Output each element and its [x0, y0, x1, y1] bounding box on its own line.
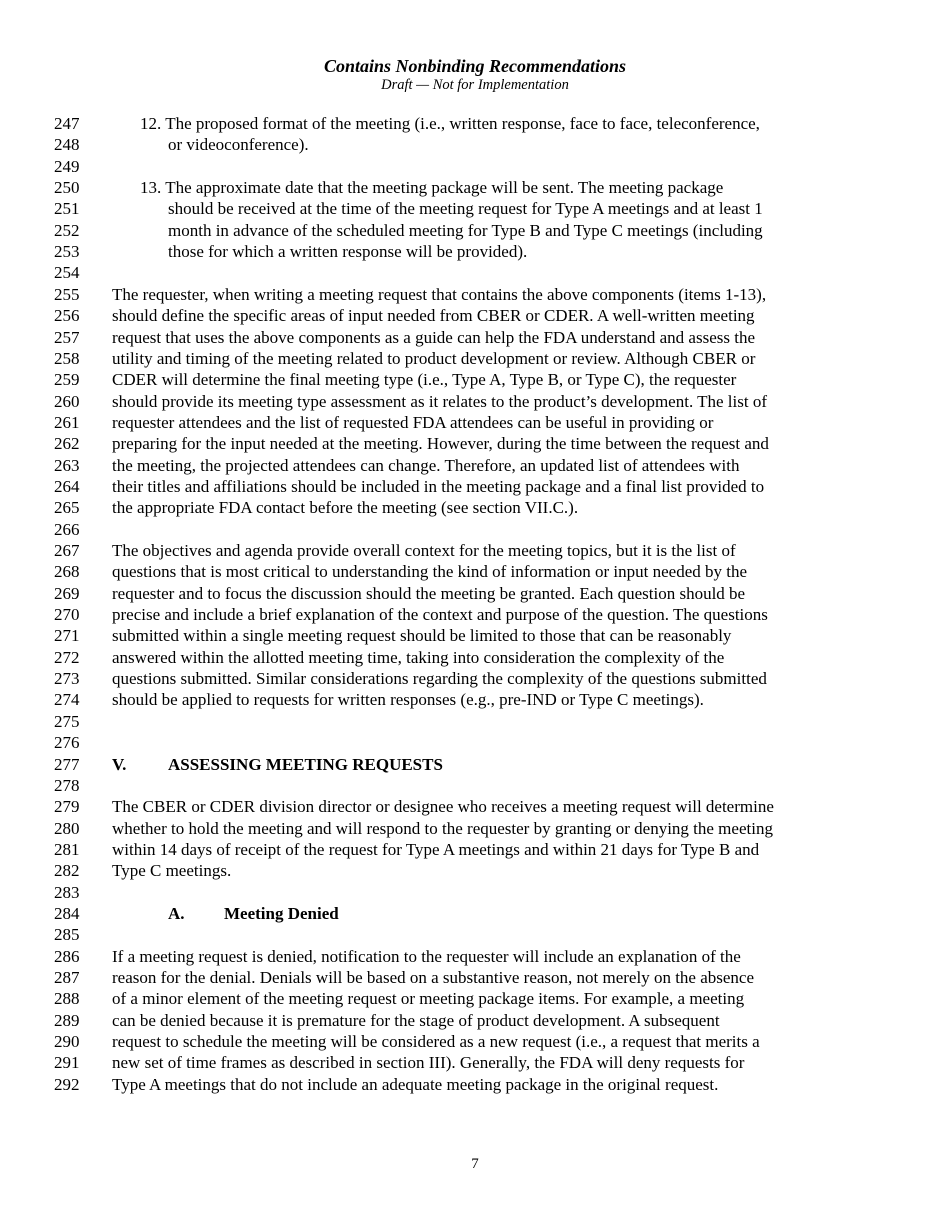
- line-number: 248: [54, 135, 80, 154]
- text-line: preparing for the input needed at the meeting. However, during the time between the request and: [112, 434, 769, 453]
- line-number: 268: [54, 562, 80, 581]
- list-item: 13. The approximate date that the meeting package will be sent. The meeting package: [140, 178, 724, 197]
- line-number: 256: [54, 306, 80, 325]
- line-number: 283: [54, 883, 80, 902]
- text-line: request to schedule the meeting will be considered as a new request (i.e., a request that merits a: [112, 1032, 760, 1051]
- line-number: 287: [54, 968, 80, 987]
- line-number: 276: [54, 733, 80, 752]
- line-number: 259: [54, 370, 80, 389]
- line-number: 285: [54, 925, 80, 944]
- line-number: 253: [54, 242, 80, 261]
- line-number: 264: [54, 477, 80, 496]
- line-number: 262: [54, 434, 80, 453]
- line-number: 275: [54, 712, 80, 731]
- line-number: 274: [54, 690, 80, 709]
- line-number: 281: [54, 840, 80, 859]
- line-number: 261: [54, 413, 80, 432]
- line-number: 249: [54, 157, 80, 176]
- line-number: 251: [54, 199, 80, 218]
- section-heading: Meeting Denied: [224, 904, 339, 923]
- line-number: 265: [54, 498, 80, 517]
- line-number: 247: [54, 114, 80, 133]
- text-line: answered within the allotted meeting time, taking into consideration the complexity of the: [112, 648, 725, 667]
- text-line: within 14 days of receipt of the request for Type A meetings and within 21 days for Type B and: [112, 840, 760, 859]
- section-number: V.: [112, 755, 127, 774]
- text-line: the meeting, the projected attendees can change. Therefore, an updated list of attendees with: [112, 456, 740, 475]
- text-line: whether to hold the meeting and will respond to the requester by granting or denying the meeting: [112, 819, 773, 838]
- text-line: submitted within a single meeting request should be limited to those that can be reasonably: [112, 626, 732, 645]
- line-number: 258: [54, 349, 80, 368]
- text-line: month in advance of the scheduled meeting for Type B and Type C meetings (including: [168, 221, 763, 240]
- page-header-title: Contains Nonbinding Recommendations: [323, 56, 627, 76]
- text-line: utility and timing of the meeting related to product development or review. Although CBER or: [112, 349, 756, 368]
- line-number: 271: [54, 626, 80, 645]
- line-number: 260: [54, 392, 80, 411]
- line-number: 263: [54, 456, 80, 475]
- text-line: request that uses the above components as a guide can help the FDA understand and assess the: [112, 328, 756, 347]
- line-number: 278: [54, 776, 80, 795]
- text-line: questions that is most critical to understanding the kind of information or input needed by the: [112, 562, 748, 581]
- line-number: 291: [54, 1053, 80, 1072]
- text-line: requester and to focus the discussion should the meeting be granted. Each question should be: [112, 584, 746, 603]
- text-line: new set of time frames as described in section III). Generally, the FDA will deny requests for: [112, 1053, 745, 1072]
- text-line: can be denied because it is premature for the stage of product development. A subsequent: [112, 1011, 720, 1030]
- line-number: 288: [54, 989, 80, 1008]
- line-number: 252: [54, 221, 80, 240]
- line-number: 286: [54, 947, 80, 966]
- text-line: the appropriate FDA contact before the meeting (see section VII.C.).: [112, 498, 579, 517]
- line-number: 270: [54, 605, 80, 624]
- line-number: 272: [54, 648, 80, 667]
- text-line: The objectives and agenda provide overall context for the meeting topics, but it is the list of: [112, 541, 736, 560]
- list-item: 12. The proposed format of the meeting (i.e., written response, face to face, teleconference,: [140, 114, 760, 133]
- line-number: 289: [54, 1011, 80, 1030]
- line-number: 250: [54, 178, 80, 197]
- section-heading: ASSESSING MEETING REQUESTS: [168, 755, 443, 774]
- line-number: 273: [54, 669, 80, 688]
- page-number: 7: [471, 1156, 479, 1172]
- text-line: The CBER or CDER division director or designee who receives a meeting request will determine: [112, 797, 774, 816]
- text-line: should define the specific areas of input needed from CBER or CDER. A well-written meeting: [112, 306, 755, 325]
- text-line: If a meeting request is denied, notification to the requester will include an explanation of the: [112, 947, 741, 966]
- text-line: or videoconference).: [168, 135, 309, 154]
- text-line: should be applied to requests for written responses (e.g., pre-IND or Type C meetings).: [112, 690, 704, 709]
- line-number: 266: [54, 520, 80, 539]
- line-number: 255: [54, 285, 80, 304]
- line-number: 280: [54, 819, 80, 838]
- text-line: The requester, when writing a meeting request that contains the above components (items 1-13),: [112, 285, 767, 304]
- section-number: A.: [168, 904, 185, 923]
- text-line: of a minor element of the meeting request or meeting package items. For example, a meeting: [112, 989, 745, 1008]
- line-number: 267: [54, 541, 80, 560]
- text-line: precise and include a brief explanation of the context and purpose of the question. The questions: [112, 605, 768, 624]
- text-line: their titles and affiliations should be included in the meeting package and a final list provided to: [112, 477, 765, 496]
- line-number: 254: [54, 263, 80, 282]
- text-line: Type C meetings.: [112, 861, 232, 880]
- text-line: those for which a written response will be provided).: [168, 242, 528, 261]
- text-line: should provide its meeting type assessment as it relates to the product’s development. The list of: [112, 392, 768, 411]
- line-number: 292: [54, 1075, 80, 1094]
- page-header-subtitle: Draft — Not for Implementation: [381, 77, 569, 93]
- text-line: should be received at the time of the meeting request for Type A meetings and at least 1: [168, 199, 763, 218]
- line-number: 284: [54, 904, 80, 923]
- text-line: Type A meetings that do not include an adequate meeting package in the original request.: [112, 1075, 719, 1094]
- text-line: reason for the denial. Denials will be based on a substantive reason, not merely on the absence: [112, 968, 755, 987]
- text-line: requester attendees and the list of requested FDA attendees can be useful in providing or: [112, 413, 714, 432]
- text-line: CDER will determine the final meeting type (i.e., Type A, Type B, or Type C), the requester: [112, 370, 737, 389]
- line-number: 269: [54, 584, 80, 603]
- line-number: 277: [54, 755, 80, 774]
- line-number: 279: [54, 797, 80, 816]
- line-number: 290: [54, 1032, 80, 1051]
- line-number: 257: [54, 328, 80, 347]
- text-line: questions submitted. Similar considerations regarding the complexity of the questions submitted: [112, 669, 767, 688]
- line-number: 282: [54, 861, 80, 880]
